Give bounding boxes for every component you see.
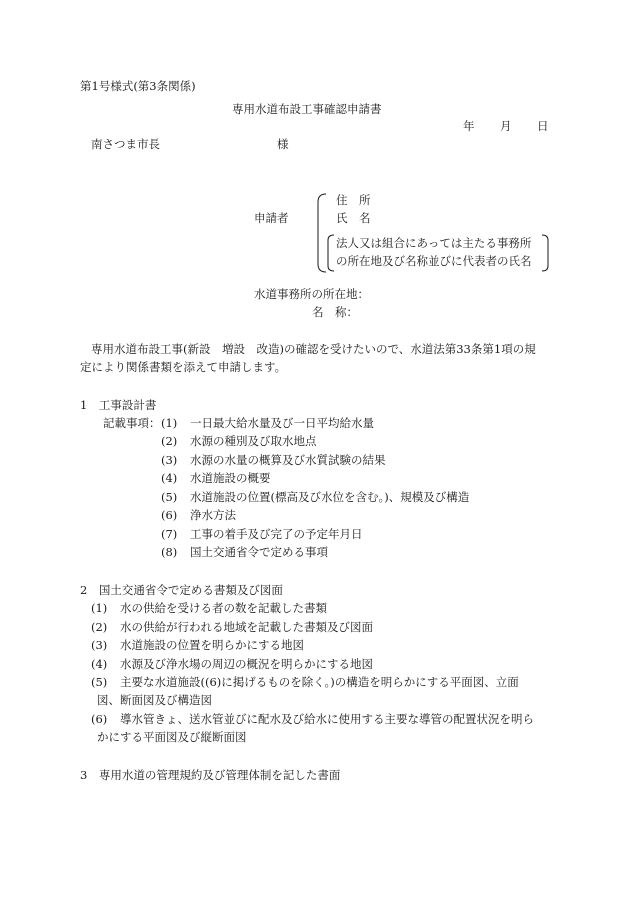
address-label: 住 所 (336, 193, 371, 207)
section1-item-text: 水道施設の概要 (190, 471, 271, 485)
corp-note-right-paren (540, 234, 550, 272)
section2-item-num: (4) (91, 657, 108, 671)
name-label: 氏 名 (336, 211, 371, 225)
section1-item-num: (7) (161, 527, 178, 541)
applicant-label: 申請者 (254, 211, 289, 225)
form-number: 第1号様式(第3条関係) (80, 79, 196, 93)
section1-item-num: (1) (161, 416, 178, 430)
section2-item-text: 主要な水道施設((6)に掲げるものを除く。)の構造を明らかにする平面図、立面 (120, 675, 519, 689)
section2-item-text-cont: かにする平面図及び縦断面図 (97, 730, 247, 744)
section2-item-num: (6) (91, 712, 108, 726)
corp-note-line2: の所在地及び名称並びに代表者の氏名 (336, 254, 532, 268)
section2-item-num: (1) (91, 601, 108, 615)
section1-item-text: 水源の種別及び取水地点 (190, 434, 317, 448)
corp-note-left-paren (326, 234, 336, 272)
body-line1: 専用水道布設工事(新設 増設 改造)の確認を受けたいので、水道法第33条第1項の規 (91, 342, 536, 356)
section1-item-text: 工事の着手及び完了の予定年月日 (190, 527, 363, 541)
date-year-label: 年 (463, 119, 475, 133)
body-line2: 定により関係書類を添えて申請します。 (80, 360, 287, 374)
section1-item-num: (3) (161, 453, 178, 467)
section2-item-num: (2) (91, 620, 108, 634)
office-name-label: 名 称： (312, 305, 358, 319)
date-day-label: 日 (537, 119, 549, 133)
section1-item-num: (8) (161, 545, 178, 559)
section1-item-text: 水道施設の位置(標高及び水位を含む。)、規模及び構造 (190, 490, 470, 504)
addressee-honorific: 様 (277, 137, 289, 151)
section2-item-text: 水の供給が行われる地域を記載した書類及び図面 (120, 620, 373, 634)
date-month-label: 月 (500, 119, 512, 133)
section1-item-text: 水源の水量の概算及び水質試験の結果 (190, 453, 386, 467)
section1-label: 記載事項： (103, 416, 161, 430)
section1-item-text: 国土交通省令で定める事項 (190, 545, 328, 559)
section1-heading: 1 工事設計書 (80, 398, 157, 412)
section2-item-text-cont: 図、断面図及び構造図 (97, 693, 212, 707)
section2-item-num: (5) (91, 675, 108, 689)
section2-item-text: 導水管きょ、送水管並びに配水及び給水に使用する主要な導管の配置状況を明ら (120, 712, 534, 726)
section2-heading: 2 国土交通省令で定める書類及び図面 (80, 583, 283, 597)
section3-heading: 3 専用水道の管理規約及び管理体制を記した書面 (80, 768, 341, 782)
addressee-name: 南さつま市長 (91, 137, 160, 151)
document-title: 専用水道布設工事確認申請書 (232, 102, 382, 116)
section1-item-num: (4) (161, 471, 178, 485)
section1-item-num: (5) (161, 490, 178, 504)
section2-item-num: (3) (91, 638, 108, 652)
section1-item-text: 浄水方法 (190, 508, 236, 522)
section2-item-text: 水の供給を受ける者の数を記載した書類 (120, 601, 327, 615)
section2-item-text: 水源及び浄水場の周辺の概況を明らかにする地図 (120, 657, 373, 671)
section1-item-num: (6) (161, 508, 178, 522)
section1-item-text: 一日最大給水量及び一日平均給水量 (190, 416, 374, 430)
section1-item-num: (2) (161, 434, 178, 448)
corp-note-line1: 法人又は組合にあっては主たる事務所 (336, 236, 532, 250)
office-location-label: 水道事務所の所在地： (254, 287, 369, 301)
section2-item-text: 水道施設の位置を明らかにする地図 (120, 638, 304, 652)
